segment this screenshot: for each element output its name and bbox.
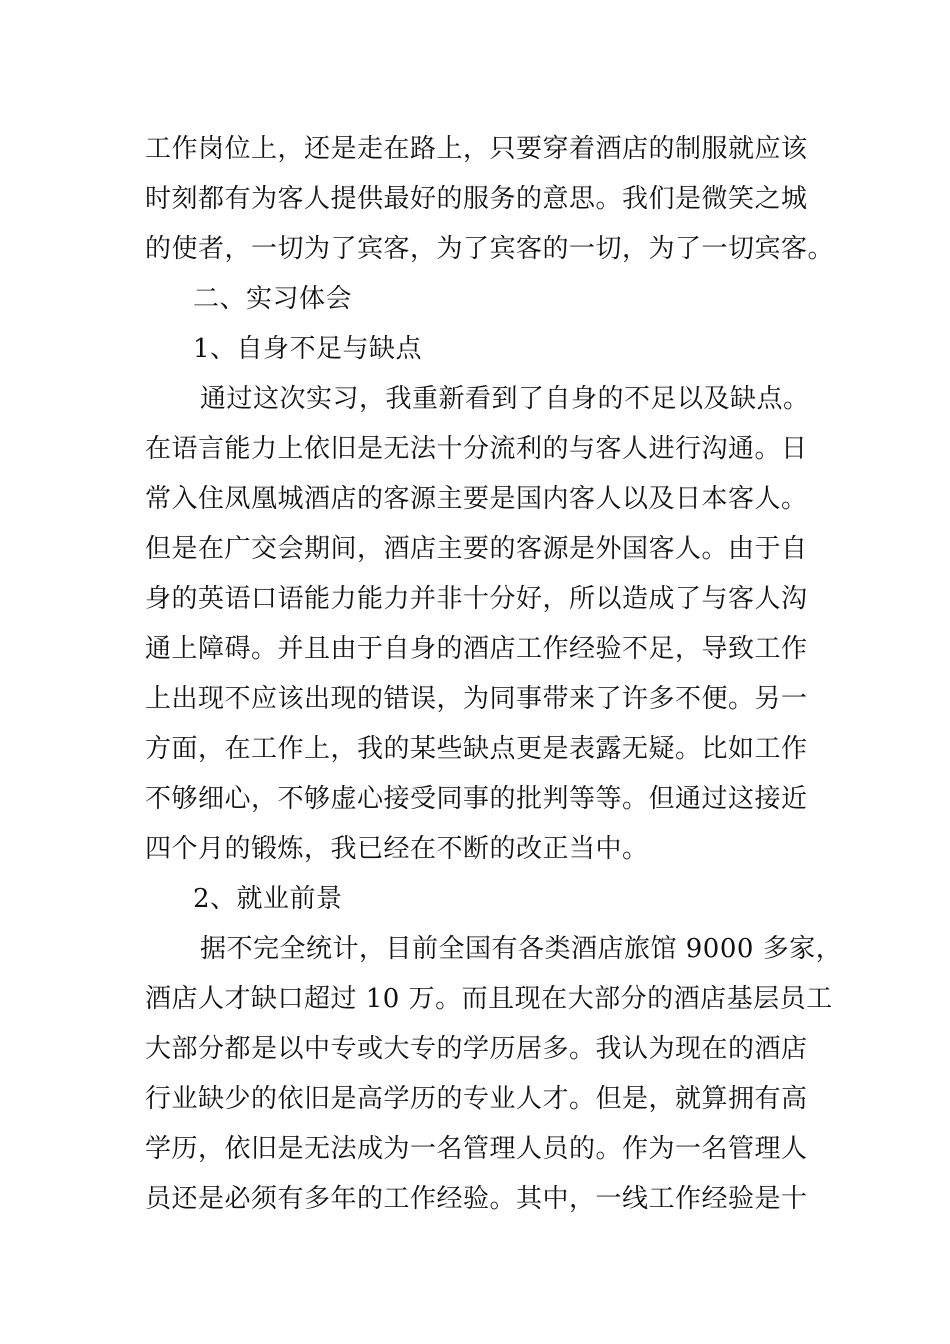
body-line: 据不完全统计，目前全国有各类酒店旅馆 9000 多家， [200,934,843,964]
body-line: 时刻都有为客人提供最好的服务的意思。我们是微笑之城 [145,184,808,214]
section-heading: 二、实习体会 [193,284,353,314]
subsection-heading: 2、就业前景 [193,884,343,914]
body-line: 通过这次实习，我重新看到了自身的不足以及缺点。 [200,384,810,414]
body-line: 常入住凤凰城酒店的客源主要是国内客人以及日本客人。 [145,484,808,514]
body-line: 员还是必须有多年的工作经验。其中，一线工作经验是十 [145,1184,808,1214]
body-line: 四个月的锻炼，我已经在不断的改正当中。 [145,834,649,864]
body-line: 酒店人才缺口超过 10 万。而且现在大部分的酒店基层员工 [145,984,833,1014]
body-line: 学历，依旧是无法成为一名管理人员的。作为一名管理人 [145,1134,808,1164]
body-line: 行业缺少的依旧是高学历的专业人才。但是，就算拥有高 [145,1084,808,1114]
body-line: 方面，在工作上，我的某些缺点更是表露无疑。比如工作 [145,734,808,764]
body-line: 但是在广交会期间，酒店主要的客源是外国客人。由于自 [145,534,808,564]
body-line: 身的英语口语能力能力并非十分好，所以造成了与客人沟 [145,584,808,614]
body-line: 大部分都是以中专或大专的学历居多。我认为现在的酒店 [145,1034,808,1064]
body-line: 通上障碍。并且由于自身的酒店工作经验不足，导致工作 [145,634,808,664]
body-line: 在语言能力上依旧是无法十分流利的与客人进行沟通。日 [145,434,808,464]
body-line: 的使者，一切为了宾客，为了宾客的一切，为了一切宾客。 [145,234,835,264]
body-line: 上出现不应该出现的错误，为同事带来了许多不便。另一 [145,684,808,714]
body-line: 不够细心，不够虚心接受同事的批判等等。但通过这接近 [145,784,808,814]
body-line: 工作岗位上，还是走在路上，只要穿着酒店的制服就应该 [145,134,808,164]
subsection-heading: 1、自身不足与缺点 [193,334,423,364]
